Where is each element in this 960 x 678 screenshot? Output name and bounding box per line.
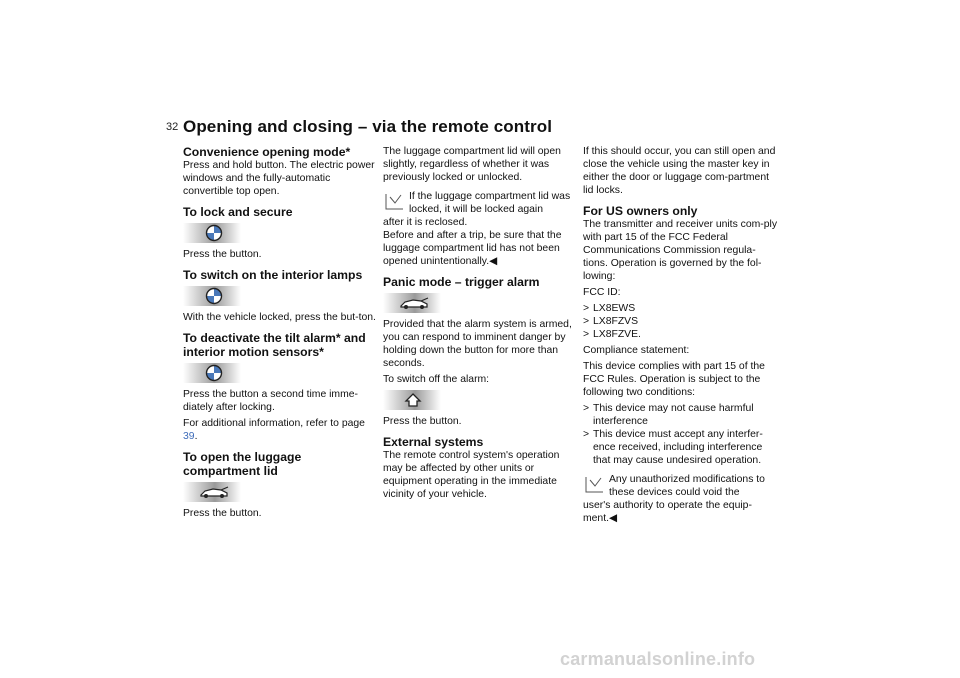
- column-1: [183, 145, 379, 520]
- note-caution-icon: [383, 192, 405, 212]
- text-fcc-compliance: The transmitter and receiver units com-ply with part 15 of the FCC Federal Communications Commission regula-tions. Operation is governed by the fol-lowing:: [583, 219, 778, 282]
- text-before-trip: Before and after a trip, be sure that the luggage compartment lid has not been opened unintentionally.◀: [383, 230, 562, 267]
- bmw-roundel-key-icon: [183, 223, 241, 243]
- caution-note: [583, 473, 779, 525]
- text-deactivate-tilt-alarm: Press the button a second time imme-diately after locking.: [183, 389, 358, 413]
- page-number: 32: [166, 121, 179, 133]
- car-trunk-key-icon: [183, 482, 241, 502]
- home-arrow-key-icon: [383, 390, 441, 410]
- bmw-roundel-key-icon: [183, 286, 241, 306]
- column-2: [383, 145, 579, 501]
- list-item: > This device may not cause harmful interference: [583, 403, 754, 427]
- car-trunk-key-icon: [383, 293, 441, 313]
- text-convenience-opening: Press and hold button. The electric power windows and the fully-automatic convertible top open.: [183, 160, 375, 197]
- column-3: [583, 145, 779, 525]
- text-panic-mode: Provided that the alarm system is armed, you can respond to imminent danger by holding down the button for more than seconds.: [383, 319, 572, 369]
- bmw-roundel-key-icon: [183, 363, 241, 383]
- list-item: > This device must accept any interfer-ence received, including interference that may cause undesired operation.: [583, 429, 763, 466]
- note-text-continued: user's authority to operate the equip-ment.◀: [583, 500, 752, 524]
- note-caution-icon: [583, 475, 605, 495]
- text-if-occurs: If this should occur, you can still open and close the vehicle using the master key in either the door or luggage com-partment lid locks.: [583, 146, 776, 196]
- page-title: Opening and closing – via the remote control: [183, 117, 553, 136]
- list-item: > LX8FZVE.: [583, 329, 641, 340]
- note-text-indented: If the luggage compartment lid was locked, it will be locked again: [409, 191, 571, 215]
- text-press-button: Press the button.: [383, 416, 462, 427]
- heading-us-owners: For US owners only: [583, 204, 698, 218]
- list-item: > LX8FZVS: [583, 316, 639, 327]
- heading-interior-lamps: To switch on the interior lamps: [183, 268, 363, 282]
- text-switch-off-alarm: To switch off the alarm:: [383, 374, 490, 385]
- text-device-complies: This device complies with part 15 of the FCC Rules. Operation is subject to the following two conditions:: [583, 361, 765, 398]
- text-fcc-id: FCC ID:: [583, 287, 621, 298]
- text-additional-info: For additional information, refer to page 39.: [183, 418, 365, 442]
- heading-lock-secure: To lock and secure: [183, 205, 293, 219]
- watermark: carmanualsonline.info: [560, 649, 756, 669]
- heading-external-systems: External systems: [383, 435, 484, 449]
- heading-open-luggage: To open the luggage compartment lid: [183, 450, 302, 478]
- caution-note: [383, 190, 579, 229]
- heading-convenience-opening: Convenience opening mode*: [183, 145, 351, 159]
- note-text-continued: after it is reclosed.: [383, 217, 468, 228]
- text-compliance-statement: Compliance statement:: [583, 345, 690, 356]
- conditions-list: [583, 402, 779, 467]
- list-item: > LX8EWS: [583, 303, 636, 314]
- note-text-indented: Any unauthorized modifications to these devices could void the: [609, 474, 765, 498]
- text-luggage-opens: The luggage compartment lid will open slightly, regardless of whether it was previously locked or unlocked.: [383, 146, 561, 183]
- heading-panic-mode: Panic mode – trigger alarm: [383, 275, 540, 289]
- text-open-luggage: Press the button.: [183, 508, 262, 519]
- page-reference-link[interactable]: 39: [183, 431, 195, 442]
- text-external-systems: The remote control system's operation may be affected by other units or equipment operating in the immediate vicinity of your vehicle.: [383, 450, 560, 500]
- heading-deactivate-tilt-alarm: To deactivate the tilt alarm* and interior motion sensors*: [183, 331, 366, 359]
- text-interior-lamps: With the vehicle locked, press the but-ton.: [183, 312, 376, 323]
- fcc-id-list: [583, 302, 779, 341]
- text-lock-secure: Press the button.: [183, 249, 262, 260]
